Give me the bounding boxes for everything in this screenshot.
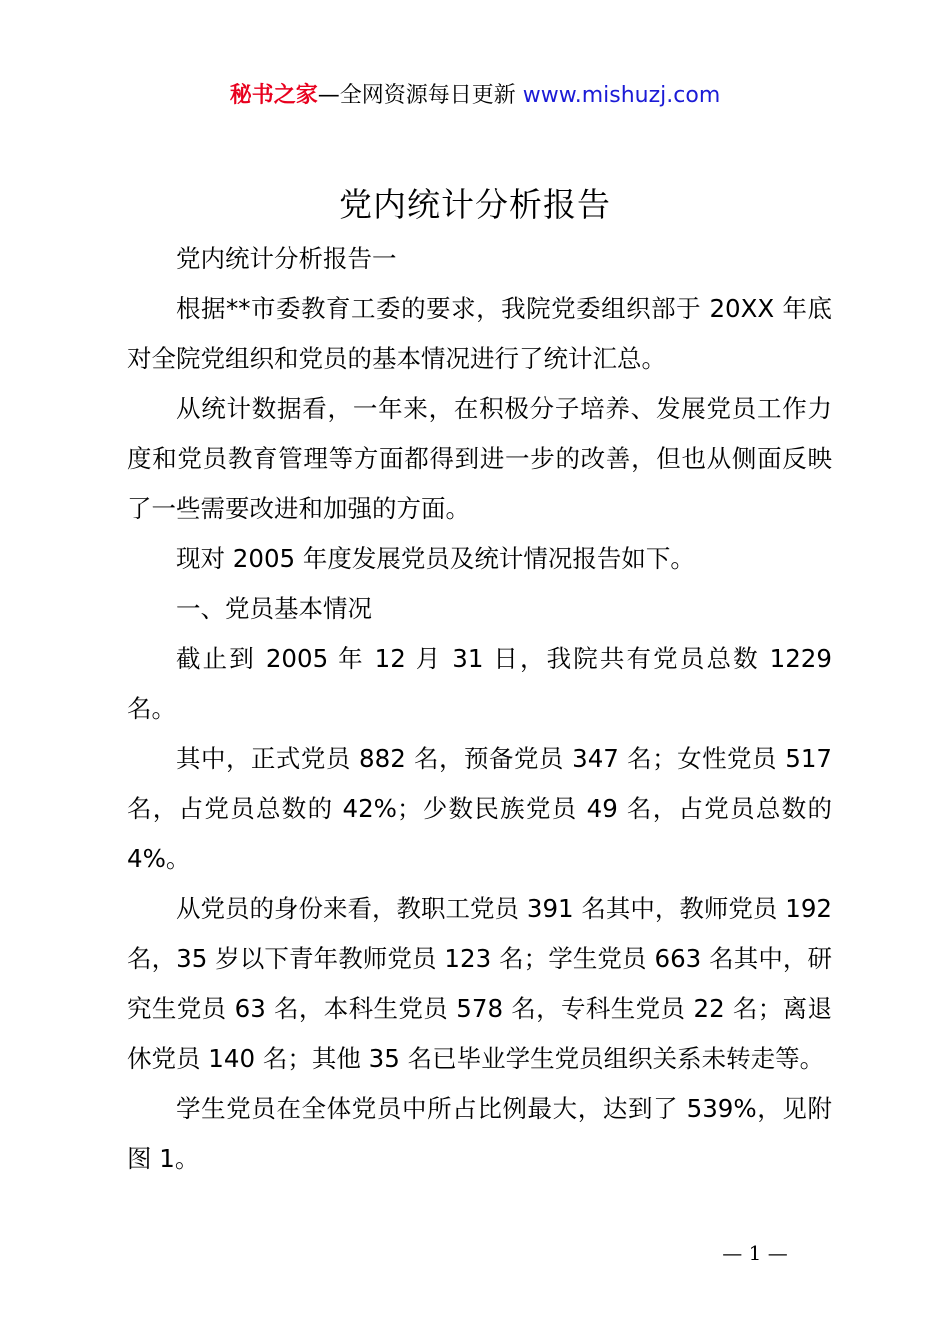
site-brand: 秘书之家 bbox=[229, 83, 318, 108]
paragraph-subtitle: 党内统计分析报告一 bbox=[176, 244, 397, 273]
paragraph: 其中，正式党员 882 名，预备党员 347 名；女性党员 517 名，占党员总数的 42%；少数民族党员 49 名，占党员总数的 4%。 bbox=[127, 744, 832, 873]
section-heading: 一、党员基本情况 bbox=[176, 594, 372, 623]
site-url-link[interactable]: www.mishuzj.com bbox=[522, 83, 721, 108]
site-header bbox=[0, 80, 950, 112]
paragraph: 从统计数据看，一年来，在积极分子培养、发展党员工作力度和党员教育管理等方面都得到进一步的改善，但也从侧面反映了一些需要改进和加强的方面。 bbox=[127, 394, 832, 523]
document-body bbox=[127, 234, 832, 1184]
page-number: — 1 — bbox=[722, 1241, 788, 1265]
paragraph: 根据**市委教育工委的要求，我院党委组织部于 20XX 年底对全院党组织和党员的基本情况进行了统计汇总。 bbox=[127, 294, 832, 373]
paragraph: 学生党员在全体党员中所占比例最大，达到了 539%，见附图 1。 bbox=[127, 1094, 832, 1173]
site-tagline: —全网资源每日更新 bbox=[317, 83, 523, 108]
paragraph: 截止到 2005 年 12 月 31 日，我院共有党员总数 1229 名。 bbox=[127, 644, 832, 723]
paragraph: 从党员的身份来看，教职工党员 391 名其中，教师党员 192 名，35 岁以下青年教师党员 123 名；学生党员 663 名其中，研究生党员 63 名，本科生党员 578 名，专科生党员 22 名；离退休党员 140 名；其他 35 名已毕业学生党员组织关系未转走等。 bbox=[127, 894, 832, 1073]
paragraph: 现对 2005 年度发展党员及统计情况报告如下。 bbox=[176, 544, 695, 573]
document-title: 党内统计分析报告 bbox=[339, 185, 611, 224]
